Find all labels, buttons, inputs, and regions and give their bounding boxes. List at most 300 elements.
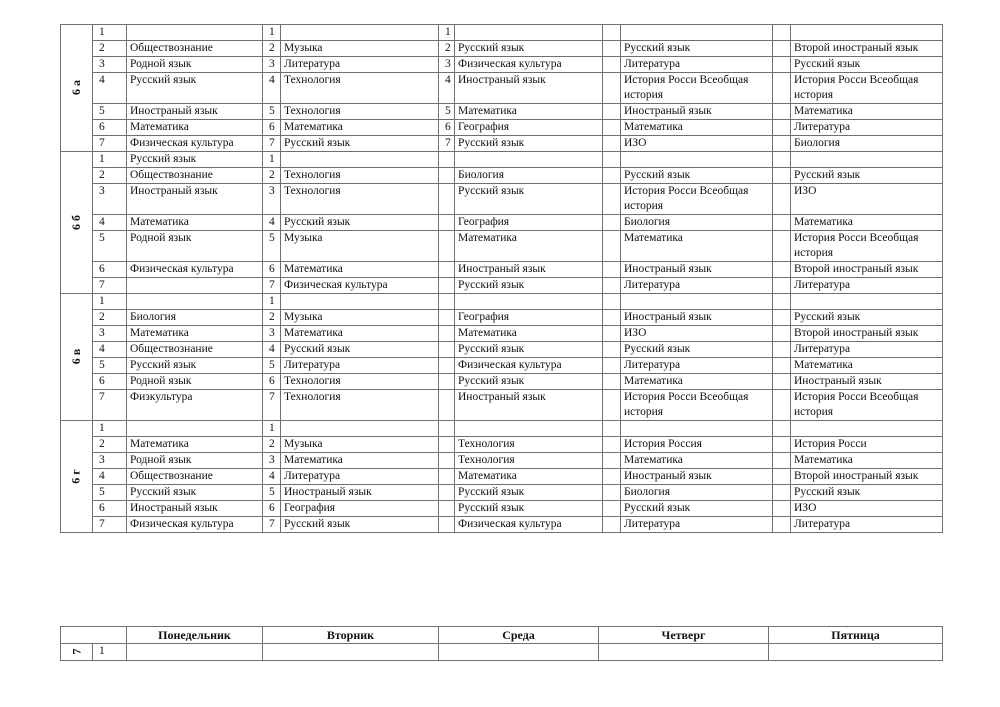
lesson-number: 1	[93, 25, 127, 41]
thursday-number	[603, 73, 621, 104]
wednesday-lesson: Иностраный язык	[455, 262, 603, 278]
thursday-number	[603, 231, 621, 262]
friday-lesson: Русский язык	[791, 310, 943, 326]
wednesday-lesson: Русский язык	[455, 342, 603, 358]
friday-lesson: ИЗО	[791, 184, 943, 215]
thursday-number	[603, 517, 621, 533]
lesson-number: 5	[93, 485, 127, 501]
monday-lesson: Родной язык	[127, 374, 263, 390]
wednesday-lesson: Русский язык	[455, 41, 603, 57]
thursday-number	[603, 104, 621, 120]
monday-lesson: Математика	[127, 326, 263, 342]
wednesday-number	[439, 421, 455, 437]
tuesday-number: 7	[263, 390, 281, 421]
table-row	[61, 501, 943, 517]
friday-number	[773, 25, 791, 41]
table-row	[61, 73, 943, 104]
table-row	[61, 57, 943, 73]
thursday-number	[603, 358, 621, 374]
thursday-lesson	[621, 152, 773, 168]
tuesday-number: 4	[263, 342, 281, 358]
monday-lesson: Родной язык	[127, 57, 263, 73]
wednesday-number: 6	[439, 120, 455, 136]
friday-lesson: Литература	[791, 120, 943, 136]
friday-number	[773, 469, 791, 485]
schedule-table-7	[60, 626, 943, 661]
wednesday-number	[439, 184, 455, 215]
lesson-cell	[769, 644, 943, 661]
friday-number	[773, 501, 791, 517]
tuesday-lesson: Технология	[281, 104, 439, 120]
friday-lesson	[791, 152, 943, 168]
lesson-number: 2	[93, 437, 127, 453]
monday-lesson: Математика	[127, 215, 263, 231]
friday-lesson: История Росси Всеобщая история	[791, 73, 943, 104]
class-label: 7	[69, 648, 83, 655]
friday-number	[773, 41, 791, 57]
thursday-lesson: История Росси Всеобщая история	[621, 73, 773, 104]
table-row	[61, 469, 943, 485]
table-row	[61, 421, 943, 437]
table-row	[61, 453, 943, 469]
monday-lesson: Физическая культура	[127, 136, 263, 152]
monday-lesson	[127, 25, 263, 41]
thursday-number	[603, 421, 621, 437]
wednesday-lesson: География	[455, 310, 603, 326]
friday-number	[773, 390, 791, 421]
wednesday-lesson: Русский язык	[455, 374, 603, 390]
wednesday-number: 5	[439, 104, 455, 120]
thursday-lesson: Математика	[621, 231, 773, 262]
table-row	[61, 437, 943, 453]
wednesday-lesson: Физическая культура	[455, 57, 603, 73]
table-row	[61, 104, 943, 120]
wednesday-lesson: Физическая культура	[455, 517, 603, 533]
tuesday-number: 3	[263, 57, 281, 73]
thursday-lesson: Биология	[621, 485, 773, 501]
thursday-number	[603, 152, 621, 168]
class-label-cell	[61, 294, 93, 421]
thursday-number	[603, 120, 621, 136]
tuesday-lesson: География	[281, 501, 439, 517]
thursday-lesson: ИЗО	[621, 136, 773, 152]
wednesday-number	[439, 374, 455, 390]
tuesday-lesson: Технология	[281, 168, 439, 184]
thursday-number	[603, 184, 621, 215]
monday-lesson	[127, 294, 263, 310]
tuesday-lesson: Музыка	[281, 437, 439, 453]
tuesday-lesson: Музыка	[281, 231, 439, 262]
table-row	[61, 485, 943, 501]
friday-lesson: Литература	[791, 278, 943, 294]
friday-number	[773, 278, 791, 294]
friday-lesson: Математика	[791, 453, 943, 469]
wednesday-lesson: Математика	[455, 469, 603, 485]
table-row	[61, 136, 943, 152]
tuesday-number: 1	[263, 294, 281, 310]
tuesday-number: 5	[263, 358, 281, 374]
friday-number	[773, 215, 791, 231]
tuesday-lesson: Математика	[281, 453, 439, 469]
lesson-number: 4	[93, 469, 127, 485]
friday-lesson: История Росси Всеобщая история	[791, 231, 943, 262]
monday-lesson: Русский язык	[127, 485, 263, 501]
lesson-number: 2	[93, 168, 127, 184]
lesson-number: 7	[93, 390, 127, 421]
monday-lesson: Родной язык	[127, 231, 263, 262]
table-row	[61, 390, 943, 421]
friday-lesson: Литература	[791, 342, 943, 358]
friday-lesson: Математика	[791, 358, 943, 374]
friday-number	[773, 310, 791, 326]
thursday-lesson: Иностраный язык	[621, 104, 773, 120]
thursday-number	[603, 168, 621, 184]
monday-lesson: Физкультура	[127, 390, 263, 421]
tuesday-lesson	[281, 25, 439, 41]
table-row	[61, 120, 943, 136]
wednesday-lesson: Биология	[455, 168, 603, 184]
tuesday-number: 4	[263, 73, 281, 104]
friday-lesson: Второй иностраный язык	[791, 326, 943, 342]
thursday-lesson: Иностраный язык	[621, 262, 773, 278]
friday-number	[773, 374, 791, 390]
wednesday-lesson	[455, 421, 603, 437]
friday-lesson	[791, 421, 943, 437]
wednesday-number: 1	[439, 25, 455, 41]
class-label: 6 б	[69, 214, 83, 230]
thursday-lesson	[621, 421, 773, 437]
thursday-number	[603, 57, 621, 73]
thursday-lesson: Литература	[621, 278, 773, 294]
friday-number	[773, 421, 791, 437]
wednesday-lesson: Иностраный язык	[455, 73, 603, 104]
lesson-number: 1	[93, 294, 127, 310]
lesson-number: 5	[93, 104, 127, 120]
tuesday-number: 1	[263, 421, 281, 437]
monday-lesson: Обществознание	[127, 469, 263, 485]
table-row	[61, 152, 943, 168]
friday-lesson: Второй иностраный язык	[791, 469, 943, 485]
table-row	[61, 644, 943, 661]
friday-number	[773, 136, 791, 152]
tuesday-number: 4	[263, 469, 281, 485]
tuesday-number: 6	[263, 501, 281, 517]
lesson-number: 4	[93, 73, 127, 104]
wednesday-number	[439, 215, 455, 231]
table-row	[61, 215, 943, 231]
friday-number	[773, 326, 791, 342]
tuesday-number: 6	[263, 262, 281, 278]
friday-lesson: Второй иностраный язык	[791, 262, 943, 278]
wednesday-lesson: Технология	[455, 453, 603, 469]
monday-lesson: Иностраный язык	[127, 104, 263, 120]
thursday-lesson: Математика	[621, 453, 773, 469]
thursday-lesson: Математика	[621, 374, 773, 390]
table-row	[61, 278, 943, 294]
friday-lesson: История Росси Всеобщая история	[791, 390, 943, 421]
header-thursday: Четверг	[599, 627, 769, 644]
tuesday-number: 5	[263, 104, 281, 120]
thursday-lesson: История Росси Всеобщая история	[621, 390, 773, 421]
thursday-number	[603, 501, 621, 517]
tuesday-number: 4	[263, 215, 281, 231]
tuesday-lesson: Технология	[281, 184, 439, 215]
friday-lesson: Второй иностраный язык	[791, 41, 943, 57]
friday-number	[773, 120, 791, 136]
tuesday-lesson: Музыка	[281, 41, 439, 57]
friday-number	[773, 437, 791, 453]
monday-lesson: Биология	[127, 310, 263, 326]
friday-lesson	[791, 25, 943, 41]
tuesday-lesson	[281, 152, 439, 168]
wednesday-number	[439, 262, 455, 278]
thursday-number	[603, 25, 621, 41]
class-label-cell	[61, 152, 93, 294]
table-row	[61, 374, 943, 390]
class-label-cell	[61, 421, 93, 533]
thursday-lesson	[621, 294, 773, 310]
lesson-number: 1	[93, 152, 127, 168]
monday-lesson: Родной язык	[127, 453, 263, 469]
friday-lesson: Русский язык	[791, 57, 943, 73]
tuesday-number: 7	[263, 517, 281, 533]
wednesday-lesson: Технология	[455, 437, 603, 453]
tuesday-number: 2	[263, 168, 281, 184]
friday-lesson: ИЗО	[791, 501, 943, 517]
lesson-number: 6	[93, 374, 127, 390]
thursday-lesson: Литература	[621, 57, 773, 73]
thursday-lesson: Русский язык	[621, 342, 773, 358]
friday-number	[773, 294, 791, 310]
class-label-cell	[61, 25, 93, 152]
wednesday-number	[439, 310, 455, 326]
friday-number	[773, 262, 791, 278]
monday-lesson	[127, 278, 263, 294]
class-label: 6 а	[69, 80, 83, 95]
thursday-number	[603, 310, 621, 326]
wednesday-lesson: Русский язык	[455, 485, 603, 501]
tuesday-lesson: Русский язык	[281, 342, 439, 358]
thursday-lesson: Иностраный язык	[621, 310, 773, 326]
monday-lesson: Русский язык	[127, 358, 263, 374]
lesson-number: 3	[93, 326, 127, 342]
table-row	[61, 358, 943, 374]
thursday-number	[603, 390, 621, 421]
table-row	[61, 184, 943, 215]
wednesday-number: 7	[439, 136, 455, 152]
class-label-cell	[61, 644, 93, 661]
wednesday-number	[439, 469, 455, 485]
monday-lesson: Русский язык	[127, 73, 263, 104]
wednesday-number	[439, 294, 455, 310]
lesson-number: 4	[93, 215, 127, 231]
friday-lesson: Математика	[791, 104, 943, 120]
table-row	[61, 41, 943, 57]
monday-lesson	[127, 421, 263, 437]
friday-number	[773, 57, 791, 73]
friday-lesson: Литература	[791, 517, 943, 533]
thursday-number	[603, 294, 621, 310]
friday-number	[773, 517, 791, 533]
friday-number	[773, 231, 791, 262]
lesson-number: 1	[93, 421, 127, 437]
lesson-number: 6	[93, 120, 127, 136]
friday-lesson: Математика	[791, 215, 943, 231]
wednesday-lesson: Русский язык	[455, 136, 603, 152]
wednesday-number	[439, 168, 455, 184]
lesson-number: 6	[93, 501, 127, 517]
tuesday-number: 2	[263, 437, 281, 453]
lesson-number: 5	[93, 358, 127, 374]
tuesday-number: 1	[263, 25, 281, 41]
friday-number	[773, 453, 791, 469]
wednesday-number	[439, 437, 455, 453]
schedule-table-6	[60, 24, 943, 533]
tuesday-number: 3	[263, 184, 281, 215]
lesson-number: 6	[93, 262, 127, 278]
wednesday-lesson: Математика	[455, 326, 603, 342]
wednesday-lesson: Иностраный язык	[455, 390, 603, 421]
thursday-lesson: Русский язык	[621, 41, 773, 57]
tuesday-number: 1	[263, 152, 281, 168]
monday-lesson: Обществознание	[127, 41, 263, 57]
tuesday-lesson: Физическая культура	[281, 278, 439, 294]
monday-lesson: Русский язык	[127, 152, 263, 168]
thursday-number	[603, 136, 621, 152]
friday-number	[773, 152, 791, 168]
wednesday-number: 2	[439, 41, 455, 57]
thursday-number	[603, 278, 621, 294]
table-row	[61, 310, 943, 326]
friday-number	[773, 358, 791, 374]
wednesday-lesson: Математика	[455, 104, 603, 120]
monday-lesson: Иностраный язык	[127, 184, 263, 215]
class-label: 6 в	[68, 348, 83, 365]
lesson-number: 5	[93, 231, 127, 262]
tuesday-number: 3	[263, 453, 281, 469]
tuesday-lesson: Русский язык	[281, 136, 439, 152]
thursday-number	[603, 262, 621, 278]
thursday-lesson: История Россия	[621, 437, 773, 453]
monday-lesson: Физическая культура	[127, 262, 263, 278]
tuesday-lesson: Технология	[281, 73, 439, 104]
lesson-number: 7	[93, 517, 127, 533]
header-friday: Пятница	[769, 627, 943, 644]
thursday-lesson: Литература	[621, 517, 773, 533]
wednesday-lesson: География	[455, 120, 603, 136]
thursday-number	[603, 342, 621, 358]
tuesday-number: 5	[263, 231, 281, 262]
tuesday-lesson: Математика	[281, 262, 439, 278]
table-row	[61, 342, 943, 358]
wednesday-number	[439, 231, 455, 262]
thursday-number	[603, 215, 621, 231]
tuesday-lesson	[281, 294, 439, 310]
lesson-number: 3	[93, 453, 127, 469]
wednesday-number	[439, 326, 455, 342]
tuesday-number: 5	[263, 485, 281, 501]
tuesday-lesson: Литература	[281, 469, 439, 485]
tuesday-lesson: Русский язык	[281, 215, 439, 231]
friday-lesson: Биология	[791, 136, 943, 152]
lesson-number: 1	[93, 644, 127, 661]
monday-lesson: Обществознание	[127, 168, 263, 184]
tuesday-number: 3	[263, 326, 281, 342]
friday-lesson: Русский язык	[791, 485, 943, 501]
friday-lesson: История Росси	[791, 437, 943, 453]
wednesday-number	[439, 517, 455, 533]
thursday-lesson: История Росси Всеобщая история	[621, 184, 773, 215]
thursday-number	[603, 41, 621, 57]
wednesday-number	[439, 485, 455, 501]
wednesday-number: 3	[439, 57, 455, 73]
lesson-cell	[263, 644, 439, 661]
friday-number	[773, 485, 791, 501]
lesson-number: 3	[93, 57, 127, 73]
tuesday-lesson: Литература	[281, 358, 439, 374]
tuesday-lesson: Математика	[281, 120, 439, 136]
tuesday-lesson: Математика	[281, 326, 439, 342]
thursday-lesson: Русский язык	[621, 501, 773, 517]
wednesday-lesson: Русский язык	[455, 184, 603, 215]
friday-number	[773, 168, 791, 184]
tuesday-number: 7	[263, 278, 281, 294]
wednesday-lesson	[455, 152, 603, 168]
thursday-lesson	[621, 25, 773, 41]
table-row	[61, 326, 943, 342]
wednesday-number: 4	[439, 73, 455, 104]
tuesday-lesson: Музыка	[281, 310, 439, 326]
tuesday-number: 2	[263, 310, 281, 326]
tuesday-number: 2	[263, 41, 281, 57]
header-blank-cell	[61, 627, 127, 644]
lesson-number: 4	[93, 342, 127, 358]
lesson-number: 7	[93, 278, 127, 294]
thursday-number	[603, 469, 621, 485]
table-row	[61, 262, 943, 278]
tuesday-lesson	[281, 421, 439, 437]
monday-lesson: Иностраный язык	[127, 501, 263, 517]
lesson-number: 7	[93, 136, 127, 152]
tuesday-lesson: Русский язык	[281, 517, 439, 533]
tuesday-number: 6	[263, 120, 281, 136]
friday-lesson: Русский язык	[791, 168, 943, 184]
table-row	[61, 294, 943, 310]
tuesday-lesson: Технология	[281, 390, 439, 421]
thursday-number	[603, 326, 621, 342]
header-tuesday: Вторник	[263, 627, 439, 644]
wednesday-number	[439, 501, 455, 517]
table-row	[61, 517, 943, 533]
tuesday-lesson: Технология	[281, 374, 439, 390]
wednesday-lesson	[455, 25, 603, 41]
wednesday-lesson	[455, 294, 603, 310]
friday-lesson: Иностраный язык	[791, 374, 943, 390]
wednesday-lesson: Русский язык	[455, 278, 603, 294]
tuesday-lesson: Литература	[281, 57, 439, 73]
lesson-number: 2	[93, 310, 127, 326]
wednesday-lesson: География	[455, 215, 603, 231]
header-wednesday: Среда	[439, 627, 599, 644]
wednesday-number	[439, 152, 455, 168]
friday-number	[773, 342, 791, 358]
thursday-number	[603, 453, 621, 469]
tuesday-number: 6	[263, 374, 281, 390]
wednesday-number	[439, 390, 455, 421]
wednesday-lesson: Математика	[455, 231, 603, 262]
friday-number	[773, 184, 791, 215]
weekday-header-row	[61, 627, 943, 644]
